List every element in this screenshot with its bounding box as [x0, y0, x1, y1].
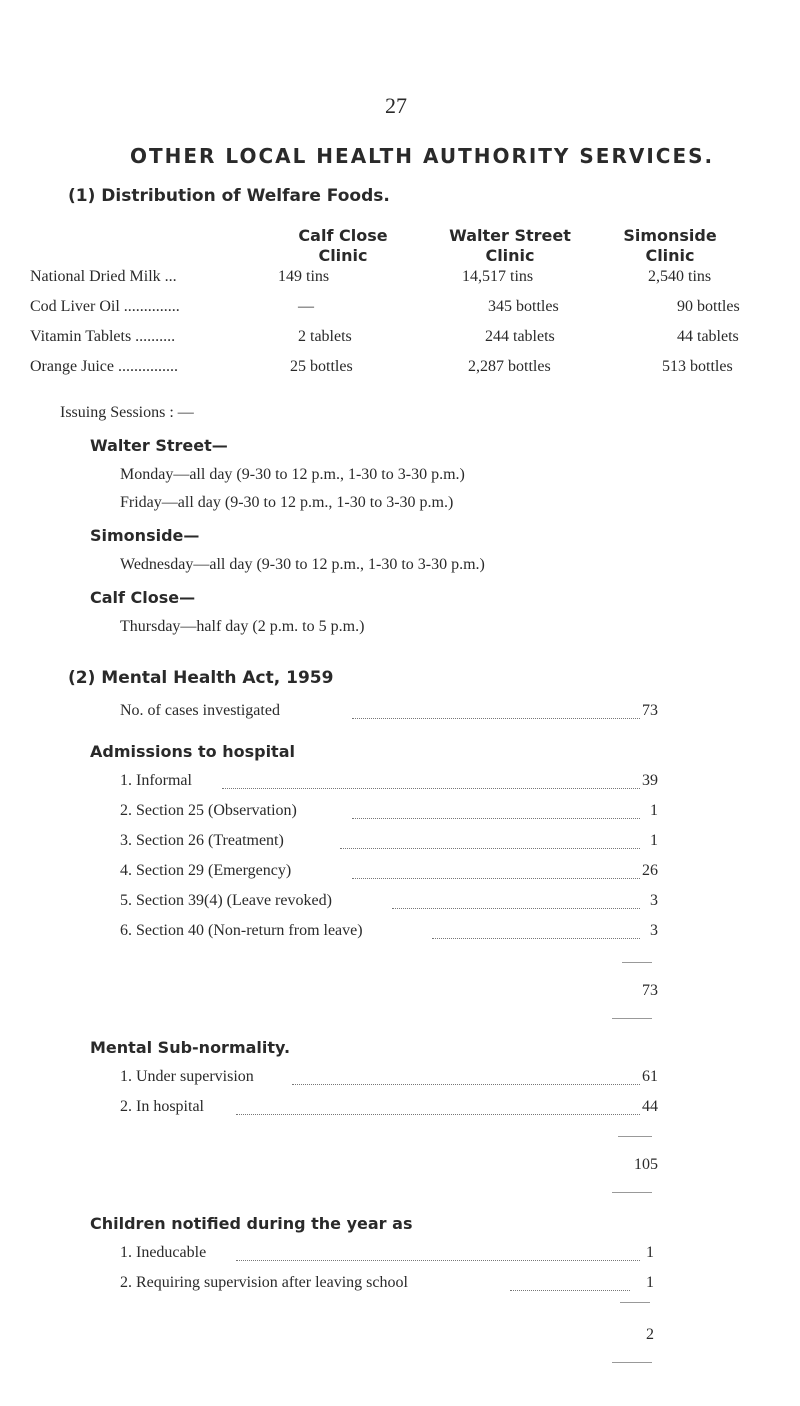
cases-investigated-label: No. of cases investigated [120, 702, 280, 719]
list-item: 6. Section 40 (Non-return from leave) [120, 922, 363, 939]
session-clinic-walter-street: Walter Street— [90, 436, 228, 455]
page-number: 27 [385, 93, 407, 118]
list-item-value: 1 [650, 832, 658, 849]
divider [612, 1192, 652, 1193]
row-label: National Dried Milk ... [30, 268, 177, 285]
list-item: 1. Ineducable [120, 1244, 207, 1261]
column-header-calf-close [278, 226, 408, 266]
table-cell: 90 bottles [677, 298, 740, 315]
cases-investigated-value: 73 [642, 702, 658, 719]
leader-dots [352, 878, 640, 879]
leader-dots [340, 848, 640, 849]
table-cell: 25 bottles [290, 358, 353, 375]
column-header-line: Walter Street [449, 226, 571, 245]
column-header-line: Calf Close [298, 226, 388, 245]
divider [622, 962, 652, 963]
section-heading-mental-health-act: (2) Mental Health Act, 1959 [68, 668, 334, 688]
divider [618, 1136, 652, 1137]
children-notified-heading: Children notified during the year as [90, 1214, 413, 1233]
session-clinic-simonside: Simonside— [90, 526, 200, 545]
column-header-line: Clinic [485, 246, 535, 265]
issuing-sessions-label: Issuing Sessions : — [60, 404, 194, 421]
column-header-simonside [605, 226, 735, 266]
leader-dots [222, 788, 640, 789]
subnormality-heading: Mental Sub-normality. [90, 1038, 291, 1057]
list-item-value: 1 [650, 802, 658, 819]
table-cell: 14,517 tins [462, 268, 534, 285]
table-cell: 149 tins [278, 268, 330, 285]
page-title: OTHER LOCAL HEALTH AUTHORITY SERVICES. [130, 144, 715, 168]
column-header-line: Simonside [623, 226, 717, 245]
section-heading-welfare-foods: (1) Distribution of Welfare Foods. [68, 186, 390, 206]
table-cell: 2,540 tins [648, 268, 712, 285]
row-label: Orange Juice ............... [30, 358, 178, 375]
list-item: 1. Under supervision [120, 1068, 254, 1085]
column-header-line: Clinic [645, 246, 695, 265]
list-item-value: 1 [646, 1244, 654, 1261]
leader-dots [236, 1260, 640, 1261]
leader-dots [292, 1084, 640, 1085]
column-header-walter-street [440, 226, 580, 266]
table-cell: 244 tablets [485, 328, 555, 345]
session-line: Friday—all day (9-30 to 12 p.m., 1-30 to 3-30 p.m.) [120, 494, 454, 511]
column-header-line: Clinic [318, 246, 368, 265]
list-item: 5. Section 39(4) (Leave revoked) [120, 892, 332, 909]
list-item: 3. Section 26 (Treatment) [120, 832, 284, 849]
table-cell: 2,287 bottles [468, 358, 551, 375]
list-item-value: 1 [646, 1274, 654, 1291]
list-item-value: 26 [642, 862, 658, 879]
list-item: 1. Informal [120, 772, 192, 789]
table-cell: 345 bottles [488, 298, 559, 315]
table-cell: 2 tablets [298, 328, 352, 345]
leader-dots [352, 718, 640, 719]
list-item: 2. Requiring supervision after leaving school [120, 1274, 408, 1291]
list-item-value: 61 [642, 1068, 658, 1085]
admissions-heading: Admissions to hospital [90, 742, 295, 761]
children-notified-total: 2 [646, 1326, 654, 1343]
divider [612, 1018, 652, 1019]
row-label: Vitamin Tablets .......... [30, 328, 176, 345]
table-cell: 44 tablets [677, 328, 739, 345]
session-line: Wednesday—all day (9-30 to 12 p.m., 1-30 to 3-30 p.m.) [120, 556, 485, 573]
list-item-value: 3 [650, 922, 658, 939]
subnormality-total: 105 [634, 1156, 658, 1173]
divider [620, 1302, 650, 1303]
row-label: Cod Liver Oil .............. [30, 298, 180, 315]
session-line: Monday—all day (9-30 to 12 p.m., 1-30 to 3-30 p.m.) [120, 466, 465, 483]
table-cell: 513 bottles [662, 358, 733, 375]
list-item-value: 3 [650, 892, 658, 909]
list-item: 4. Section 29 (Emergency) [120, 862, 292, 879]
list-item: 2. In hospital [120, 1098, 204, 1115]
leader-dots [392, 908, 640, 909]
list-item-value: 44 [642, 1098, 658, 1115]
list-item: 2. Section 25 (Observation) [120, 802, 297, 819]
list-item-value: 39 [642, 772, 658, 789]
admissions-total: 73 [642, 982, 658, 999]
divider [612, 1362, 652, 1363]
leader-dots [352, 818, 640, 819]
table-cell: — [298, 298, 314, 315]
session-clinic-calf-close: Calf Close— [90, 588, 196, 607]
leader-dots [236, 1114, 640, 1115]
session-line: Thursday—half day (2 p.m. to 5 p.m.) [120, 618, 365, 635]
